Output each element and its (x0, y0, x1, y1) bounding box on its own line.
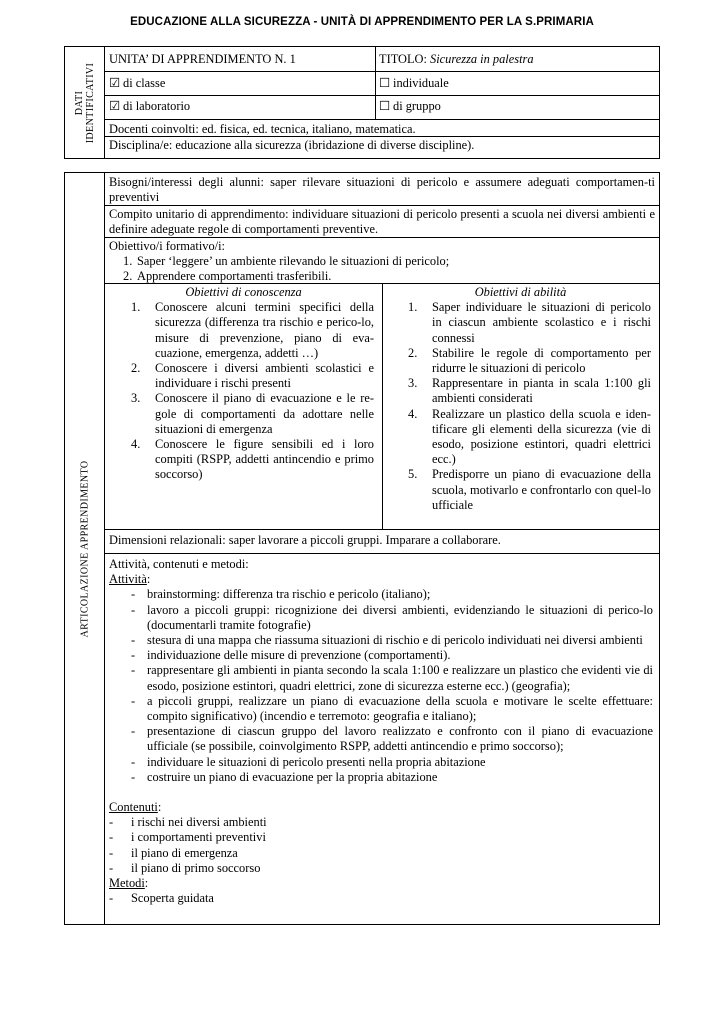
relational-row (105, 532, 659, 553)
option-individuale (375, 75, 659, 95)
list-item: - presentazione di ciascun gruppo del lavoro realizzato e confronto con il piano di evacuazione ufficiale (se possibile, coinvolgimento RSPP, addetti antincendio e primo soccorso); (131, 724, 653, 754)
needs-row (105, 174, 659, 205)
formative-row (105, 238, 659, 283)
list-item: - il piano di primo soccorso (109, 860, 261, 875)
checked-box-icon: ☑ (109, 99, 121, 113)
list-item: 4. Conoscere le figure sensibili ed i loro compiti (RSPP, addetti antincendio e primo soccorso) (131, 437, 374, 482)
disciplines-text: Disciplina/e: educazione alla sicurezza (ibridazione di diverse discipline). (109, 138, 475, 152)
methods-list (109, 891, 655, 906)
teachers-row (105, 121, 659, 137)
formative-label: Obiettivo/i formativo/i: (109, 239, 225, 253)
option-di-gruppo (375, 98, 659, 118)
unchecked-box-icon: ☐ (379, 99, 391, 113)
option-label: di laboratorio (123, 99, 191, 113)
side-label-line2: IDENTIFICATIVI (84, 62, 96, 143)
list-item: 3. Conoscere il piano di evacuazione e le re-gole di comportamenti da adottare nelle situazioni di emergenza (131, 391, 374, 436)
knowledge-title: Obiettivi di conoscenza (185, 285, 302, 299)
option-di-classe (105, 75, 375, 95)
skills-title: Obiettivi di abilità (474, 285, 567, 299)
option-label: di classe (123, 76, 166, 90)
list-item: 1. Saper individuare le situazioni di pericolo in ciascun ambiente scolastico e i rischi connessi (408, 300, 651, 345)
list-item: - i comportamenti preventivi (109, 830, 266, 845)
skills-list (386, 300, 655, 513)
identification-side-label (65, 47, 105, 158)
list-item: - individuare le situazioni di pericolo presenti nella propria abitazione (131, 754, 486, 769)
list-item: - Scoperta guidata (109, 891, 214, 906)
articulation-side-text: ARTICOLAZIONE APPRENDIMENTO (79, 460, 90, 637)
list-item: 3. Rappresentare in pianta in scala 1:100 gli ambienti considerati (408, 376, 651, 406)
list-item: 1. Conoscere alcuni termini specifici della sicurezza (differenza tra rischio e perico-lo, misure di prevenzione, piano di eva-cuazione, emergenza, addetti …) (131, 300, 374, 360)
list-item: 2. Stabilire le regole di comportamento per ridurre le situazioni di pericolo (408, 345, 651, 376)
list-item: - costruire un piano di evacuazione per la propria abitazione (131, 769, 438, 784)
list-item: - individuazione delle misure di prevenzione (comportamenti). (131, 648, 451, 663)
title-cell (375, 51, 659, 71)
list-item: 2. Conoscere i diversi ambienti scolastici e individuare i rischi presenti (131, 361, 374, 391)
articulation-table (64, 172, 660, 925)
skills-column (382, 284, 659, 529)
activities-intro: Attività, contenuti e metodi: (109, 557, 249, 571)
teachers-text: Docenti coinvolti: ed. fisica, ed. tecnica, italiano, matematica. (109, 122, 416, 136)
unit-number-cell (105, 51, 375, 71)
articulation-side-label (65, 173, 105, 924)
knowledge-list (109, 300, 378, 482)
title-prefix: TITOLO: (379, 52, 431, 66)
formative-list (109, 254, 655, 283)
list-item: - brainstorming: differenza tra rischio e pericolo (italiano); (131, 587, 431, 602)
list-item: - lavoro a piccoli gruppi: ricognizione dei diversi ambienti, evidenziando le situazioni di perico-lo (documentarli tramite fotografie) (131, 602, 653, 632)
unchecked-box-icon: ☐ (379, 76, 391, 90)
activities-heading: Attività: (109, 572, 151, 587)
contents-heading: Contenuti: (109, 800, 162, 815)
page-title: EDUCAZIONE ALLA SICUREZZA - UNITÀ DI APPRENDIMENTO PER LA S.PRIMARIA (130, 16, 594, 28)
list-item: - il piano di emergenza (109, 845, 238, 860)
identification-table (64, 46, 660, 159)
knowledge-column (105, 284, 382, 529)
list-item: - stesura di una mappa che riassuma situazioni di rischio e di pericolo individuati nei diversi ambienti (131, 633, 643, 648)
list-item: - i rischi nei diversi ambienti (109, 815, 267, 830)
list-item: - rappresentare gli ambienti in pianta secondo la scala 1:100 e realizzare un plastico che evidenti vie di esodo, posizione estintori, quadri elettrici, zone di sicurezza esterne ecc.) (geografia); (131, 663, 653, 693)
unit-number: UNITA’ DI APPRENDIMENTO N. 1 (109, 52, 296, 66)
needs-text: Bisogni/interessi degli alunni: saper rilevare situazioni di pericolo e assumere adeguati comportamen-ti preventivi (109, 175, 655, 205)
option-di-laboratorio (105, 98, 375, 118)
list-item: - a piccoli gruppi, realizzare un piano di evacuazione della scuola e motivare le scelte effettuare: compito significativo) (incendio e terremoto: geografia e italiano); (131, 693, 653, 724)
checked-box-icon: ☑ (109, 76, 121, 90)
relational-text: Dimensioni relazionali: saper lavorare a piccoli gruppi. Imparare a collaborare. (109, 533, 501, 547)
option-label: di gruppo (393, 99, 441, 113)
side-label-line1: DATI (73, 90, 85, 115)
title-value: Sicurezza in palestra (430, 52, 534, 66)
activities-list (109, 587, 655, 785)
list-item: 5. Predisporre un piano di evacuazione della scuola, motivarlo e confrontarlo con quel-lo ufficiale (408, 467, 651, 512)
list-item: 4. Realizzare un plastico della scuola e iden-tificare gli elementi della sicurezza (vie di esodo, posizione estintori, quadri elettrici ecc.) (408, 406, 651, 467)
disciplines-row (105, 137, 659, 157)
task-row (105, 206, 659, 237)
contents-list (109, 815, 655, 876)
methods-heading: Metodi: (109, 876, 149, 891)
option-label: individuale (393, 76, 449, 90)
activities-row (105, 556, 659, 924)
list-item: 2. Apprendere comportamenti trasferibili. (123, 269, 332, 283)
list-item: 1. Saper ‘leggere’ un ambiente rilevando le situazioni di pericolo; (123, 254, 450, 269)
task-text: Compito unitario di apprendimento: individuare situazioni di pericolo presenti a scuola nei diversi ambienti e definire adeguate regole di comportamenti preventive. (109, 207, 655, 237)
